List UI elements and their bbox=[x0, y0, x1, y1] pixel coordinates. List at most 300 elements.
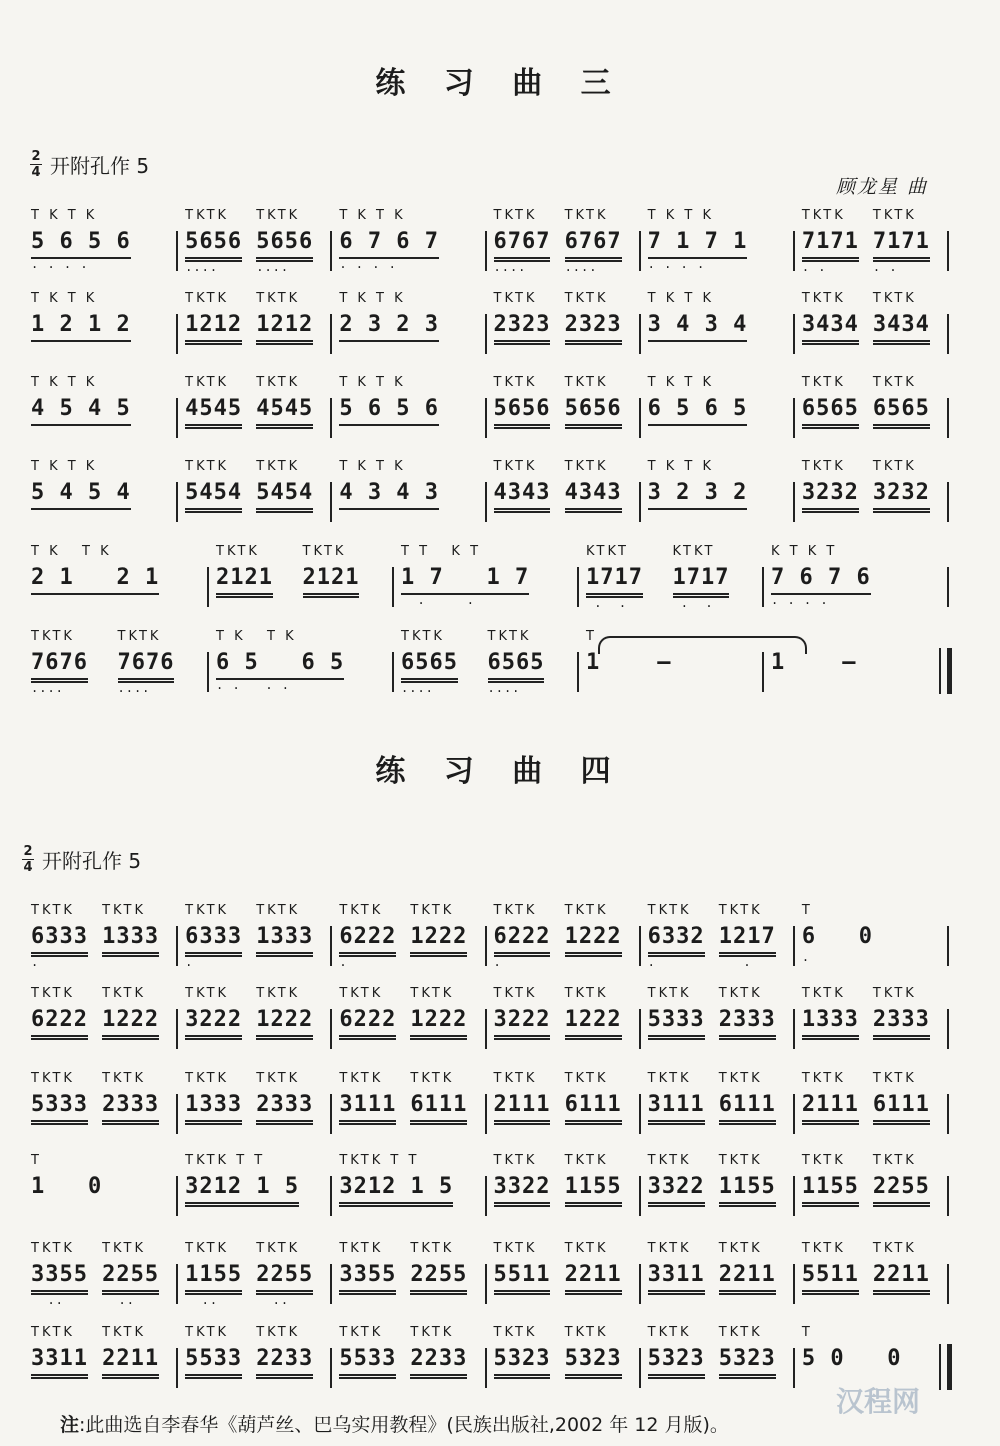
octave-dots bbox=[719, 1379, 776, 1391]
octave-dots bbox=[31, 1125, 88, 1137]
octave-dots: . bbox=[493, 955, 502, 969]
barline bbox=[330, 1176, 332, 1216]
tonguing-syllables: TKTK bbox=[872, 1241, 917, 1256]
tonguing-syllables: TKTK bbox=[102, 903, 147, 918]
note-group bbox=[494, 1068, 551, 1137]
octave-dots bbox=[494, 1040, 551, 1052]
measure bbox=[802, 1068, 944, 1148]
note-digits: 1155 bbox=[719, 1172, 776, 1207]
note-group bbox=[719, 983, 776, 1052]
note-digits: 6565 bbox=[873, 394, 930, 429]
barline bbox=[639, 1348, 641, 1388]
octave-dots bbox=[216, 598, 273, 610]
note-digits: 1155 bbox=[185, 1260, 242, 1295]
note-group bbox=[31, 541, 159, 607]
barline bbox=[485, 926, 487, 966]
tonguing-syllables: T bbox=[586, 629, 597, 644]
measure bbox=[216, 541, 389, 621]
octave-dots bbox=[339, 510, 439, 522]
note-group bbox=[719, 1238, 776, 1307]
octave-dots bbox=[185, 1040, 242, 1052]
octave-dots bbox=[339, 1125, 396, 1137]
measure bbox=[494, 983, 636, 1063]
tonguing-syllables: T K T K bbox=[31, 291, 98, 306]
note-group bbox=[256, 1238, 313, 1307]
note-group bbox=[648, 1238, 705, 1307]
octave-dots: . bbox=[185, 955, 194, 969]
barline bbox=[947, 482, 949, 522]
barline bbox=[947, 231, 949, 271]
barline bbox=[176, 314, 178, 354]
note-group bbox=[873, 372, 930, 441]
tonguing-syllables: TKTK bbox=[872, 1071, 917, 1086]
octave-dots bbox=[185, 1207, 299, 1219]
barline bbox=[176, 231, 178, 271]
note-digits: 6332 bbox=[648, 922, 705, 957]
tonguing-syllables: T K T K bbox=[216, 629, 297, 644]
barline bbox=[485, 314, 487, 354]
octave-dots bbox=[410, 1125, 467, 1137]
octave-dots bbox=[339, 1207, 453, 1219]
measure bbox=[31, 205, 173, 285]
time-signature-denominator: 4 bbox=[31, 165, 41, 180]
measure bbox=[494, 288, 636, 368]
final-barline bbox=[947, 648, 952, 694]
tonguing-syllables: TKTK bbox=[31, 986, 75, 1001]
tonguing-syllables: TKTK bbox=[31, 1241, 75, 1256]
tonguing-syllables: TKTK bbox=[339, 986, 384, 1001]
note-group bbox=[873, 205, 930, 274]
note-group bbox=[256, 372, 313, 441]
octave-dots bbox=[102, 1040, 159, 1052]
note-digits: 3322 bbox=[494, 1172, 551, 1207]
tonguing-syllables: T bbox=[31, 1153, 42, 1168]
note-digits: 3434 bbox=[873, 310, 930, 345]
note-group bbox=[339, 372, 439, 438]
footnote-label: 注 bbox=[60, 1414, 80, 1436]
note-digits: 5454 bbox=[185, 478, 242, 513]
note-digits: 6222 bbox=[339, 1005, 396, 1040]
measure bbox=[802, 1238, 944, 1318]
note-digits: 1717 bbox=[586, 563, 643, 598]
tonguing-syllables: TKTK bbox=[801, 208, 846, 223]
octave-dots: . . . . bbox=[339, 257, 397, 271]
staff-row bbox=[25, 1150, 950, 1236]
note-digits: 1333 bbox=[185, 1090, 242, 1125]
note-group bbox=[494, 900, 551, 969]
note-group bbox=[31, 372, 131, 438]
barline bbox=[762, 652, 764, 692]
measure bbox=[31, 541, 204, 621]
note-digits: 4 5 4 5 bbox=[31, 394, 131, 426]
measure bbox=[802, 205, 944, 285]
note-digits: 3222 bbox=[494, 1005, 551, 1040]
measure bbox=[31, 456, 173, 536]
note-group bbox=[673, 541, 730, 610]
barline bbox=[176, 1094, 178, 1134]
note-group bbox=[873, 1068, 930, 1137]
measure bbox=[31, 1238, 173, 1318]
note-digits: 5 6 5 6 bbox=[31, 227, 131, 259]
note-digits: 2 3 2 3 bbox=[339, 310, 439, 342]
time-signature-numerator: 2 bbox=[23, 844, 33, 859]
measure bbox=[494, 1150, 636, 1230]
tonguing-syllables: TKTK bbox=[185, 291, 230, 306]
tonguing-syllables: TKTK bbox=[718, 1071, 763, 1086]
measure bbox=[185, 900, 327, 980]
piece3-time-signature bbox=[30, 150, 149, 179]
octave-dots bbox=[31, 1040, 88, 1052]
tonguing-syllables: KTKT bbox=[672, 544, 716, 559]
note-group bbox=[802, 456, 859, 525]
octave-dots: .... bbox=[564, 260, 598, 274]
octave-dots bbox=[31, 1379, 88, 1391]
octave-dots bbox=[339, 342, 439, 354]
barline bbox=[392, 567, 394, 607]
note-group bbox=[648, 205, 748, 271]
note-group bbox=[102, 1238, 159, 1307]
octave-dots bbox=[565, 1379, 622, 1391]
note-group bbox=[648, 1150, 705, 1219]
note-group bbox=[771, 541, 871, 607]
note-group bbox=[719, 900, 776, 969]
tonguing-syllables: TKTK bbox=[647, 1325, 692, 1340]
note-group bbox=[802, 900, 873, 964]
measure bbox=[648, 205, 790, 285]
note-group bbox=[216, 626, 344, 692]
tonguing-syllables: TKTK bbox=[564, 1071, 609, 1086]
note-digits: 5323 bbox=[648, 1344, 705, 1379]
tonguing-syllables: TKTK bbox=[185, 459, 230, 474]
note-digits: 6333 bbox=[185, 922, 242, 957]
note-group bbox=[256, 900, 313, 969]
tonguing-syllables: TKTK bbox=[493, 375, 538, 390]
note-digits: 1333 bbox=[256, 922, 313, 957]
note-group bbox=[256, 456, 313, 525]
note-group bbox=[339, 1150, 453, 1219]
measure bbox=[648, 288, 790, 368]
note-group bbox=[401, 626, 458, 695]
octave-dots bbox=[802, 345, 859, 357]
note-group bbox=[216, 541, 273, 610]
note-group bbox=[185, 288, 242, 357]
measure bbox=[494, 372, 636, 452]
note-digits: 7171 bbox=[802, 227, 859, 262]
tonguing-syllables: TKTK bbox=[102, 1325, 147, 1340]
staff-row bbox=[25, 983, 950, 1069]
tonguing-syllables: TKTK bbox=[256, 903, 301, 918]
note-group bbox=[494, 205, 551, 274]
octave-dots: . bbox=[647, 955, 656, 969]
octave-dots: . . . . bbox=[771, 593, 829, 607]
measure bbox=[339, 1322, 481, 1402]
tonguing-syllables: TKTK bbox=[493, 1241, 538, 1256]
octave-dots bbox=[565, 1040, 622, 1052]
barline bbox=[947, 1176, 949, 1216]
octave-dots: . . . . bbox=[216, 678, 291, 692]
note-digits: 3322 bbox=[648, 1172, 705, 1207]
tonguing-syllables: K T K T bbox=[771, 544, 838, 559]
note-group bbox=[31, 1150, 102, 1214]
note-group bbox=[719, 1322, 776, 1391]
tonguing-syllables: T K T K bbox=[647, 459, 714, 474]
barline bbox=[639, 1094, 641, 1134]
octave-dots: . . . . bbox=[647, 257, 706, 271]
note-digits: 5656 bbox=[494, 394, 551, 429]
tonguing-syllables: TKTK bbox=[102, 1241, 147, 1256]
tonguing-syllables: TKTK bbox=[185, 903, 230, 918]
note-digits: 1333 bbox=[802, 1005, 859, 1040]
tonguing-syllables: TKTK bbox=[256, 459, 301, 474]
barline bbox=[947, 1009, 949, 1049]
note-group bbox=[31, 1238, 88, 1307]
tonguing-syllables: TKTK bbox=[185, 208, 230, 223]
octave-dots bbox=[648, 1379, 705, 1391]
barline bbox=[577, 652, 579, 692]
tonguing-syllables: TKTK bbox=[564, 1325, 609, 1340]
measure bbox=[185, 288, 327, 368]
barline bbox=[639, 314, 641, 354]
time-signature-fraction bbox=[30, 150, 42, 179]
measure bbox=[339, 1068, 481, 1148]
note-digits: 2323 bbox=[565, 310, 622, 345]
note-group bbox=[31, 1322, 88, 1391]
note-group bbox=[339, 900, 396, 969]
octave-dots bbox=[586, 678, 671, 690]
octave-dots: . . bbox=[801, 260, 835, 274]
staff-row bbox=[25, 205, 950, 291]
measure bbox=[339, 205, 481, 285]
staff-row bbox=[25, 372, 950, 458]
note-group bbox=[802, 1150, 859, 1219]
note-group bbox=[802, 983, 859, 1052]
barline bbox=[793, 926, 795, 966]
note-digits: 2255 bbox=[256, 1260, 313, 1295]
barline bbox=[176, 1176, 178, 1216]
note-digits: 3111 bbox=[648, 1090, 705, 1125]
measure bbox=[185, 456, 327, 536]
octave-dots bbox=[648, 510, 748, 522]
footnote-text: :此曲选自李春华《葫芦丝、巴乌实用教程》(民族出版社,2002 年 12 月版)。 bbox=[79, 1414, 729, 1436]
barline bbox=[330, 1264, 332, 1304]
tonguing-syllables: TKTK bbox=[185, 986, 230, 1001]
measure bbox=[31, 1150, 173, 1230]
note-digits: 1 2 1 2 bbox=[31, 310, 131, 342]
tonguing-syllables: TKTK bbox=[256, 208, 301, 223]
tonguing-syllables: T K T K bbox=[339, 459, 406, 474]
note-digits: 4343 bbox=[494, 478, 551, 513]
note-digits: 1212 bbox=[256, 310, 313, 345]
barline bbox=[176, 482, 178, 522]
note-digits: 5454 bbox=[256, 478, 313, 513]
octave-dots bbox=[802, 1295, 859, 1307]
note-group bbox=[31, 900, 88, 969]
note-group bbox=[31, 1068, 88, 1137]
tonguing-syllables: TKTK bbox=[564, 903, 609, 918]
tonguing-syllables: TKTK bbox=[564, 375, 609, 390]
tonguing-syllables: TKTK bbox=[647, 1241, 692, 1256]
tonguing-syllables: T K T K bbox=[31, 544, 112, 559]
note-digits: 1 – bbox=[586, 650, 672, 675]
tonguing-syllables: TKTK bbox=[185, 375, 230, 390]
octave-dots bbox=[410, 1295, 467, 1307]
octave-dots: . . bbox=[672, 596, 714, 610]
note-group bbox=[185, 456, 242, 525]
tonguing-syllables: TKTK bbox=[487, 629, 532, 644]
note-digits: 5323 bbox=[719, 1344, 776, 1379]
note-digits: 5656 bbox=[185, 227, 242, 262]
note-digits: 6 0 bbox=[801, 924, 874, 949]
octave-dots bbox=[494, 1295, 551, 1307]
octave-dots bbox=[256, 1040, 313, 1052]
note-digits: 2333 bbox=[102, 1090, 159, 1125]
octave-dots: .... bbox=[31, 681, 64, 695]
note-group bbox=[339, 1068, 396, 1137]
note-group bbox=[873, 983, 930, 1052]
note-digits: 6 5 6 5 bbox=[216, 648, 344, 680]
note-digits: 2211 bbox=[565, 1260, 622, 1295]
measure bbox=[648, 900, 790, 980]
octave-dots: . . bbox=[401, 593, 476, 607]
barline bbox=[485, 1264, 487, 1304]
barline bbox=[176, 926, 178, 966]
barline bbox=[577, 567, 579, 607]
note-group bbox=[410, 1068, 467, 1137]
note-group bbox=[185, 1068, 242, 1137]
octave-dots: . . . . bbox=[31, 257, 89, 271]
site-watermark-logo: 汉程网 bbox=[836, 1385, 921, 1418]
note-digits: 2255 bbox=[410, 1260, 467, 1295]
note-digits: 6 7 6 7 bbox=[339, 227, 439, 259]
barline bbox=[793, 1009, 795, 1049]
staff-row bbox=[25, 1238, 950, 1324]
barline bbox=[793, 314, 795, 354]
barline bbox=[207, 652, 209, 692]
note-digits: 3434 bbox=[802, 310, 859, 345]
note-digits: 6222 bbox=[494, 922, 551, 957]
note-group bbox=[494, 372, 551, 441]
barline bbox=[485, 231, 487, 271]
fingering-note: 开附孔作 5 bbox=[42, 849, 142, 873]
note-digits: 6111 bbox=[410, 1090, 467, 1125]
octave-dots bbox=[339, 426, 439, 438]
note-digits: 3232 bbox=[873, 478, 930, 513]
octave-dots bbox=[31, 510, 131, 522]
tonguing-syllables: TKTK bbox=[256, 1071, 301, 1086]
barline bbox=[639, 1176, 641, 1216]
note-group bbox=[565, 372, 622, 441]
tonguing-syllables: TKTK bbox=[564, 291, 609, 306]
staff-row bbox=[25, 1322, 950, 1408]
octave-dots: .. bbox=[102, 1293, 135, 1307]
barline bbox=[330, 1094, 332, 1134]
barline bbox=[793, 231, 795, 271]
final-barline bbox=[947, 1344, 952, 1390]
octave-dots bbox=[802, 513, 859, 525]
octave-dots bbox=[185, 1125, 242, 1137]
tonguing-syllables: TKTK bbox=[564, 1153, 609, 1168]
note-digits: 7171 bbox=[873, 227, 930, 262]
tonguing-syllables: TKTK bbox=[872, 375, 917, 390]
note-digits: 7676 bbox=[31, 648, 88, 683]
tonguing-syllables: TKTK bbox=[256, 986, 301, 1001]
tonguing-syllables: TKTK bbox=[801, 375, 846, 390]
barline bbox=[176, 1009, 178, 1049]
octave-dots bbox=[185, 1379, 242, 1391]
note-digits: 5533 bbox=[339, 1344, 396, 1379]
note-group bbox=[565, 900, 622, 969]
note-group bbox=[339, 205, 439, 271]
staff-row bbox=[25, 1068, 950, 1154]
note-group bbox=[648, 288, 748, 354]
note-group bbox=[494, 288, 551, 357]
barline bbox=[947, 1094, 949, 1134]
tonguing-syllables: TKTK T T bbox=[339, 1153, 420, 1168]
note-group bbox=[802, 205, 859, 274]
tonguing-syllables: TKTK bbox=[718, 1241, 763, 1256]
tonguing-syllables: TKTK bbox=[302, 544, 347, 559]
note-digits: 1333 bbox=[102, 922, 159, 957]
tonguing-syllables: TKTK bbox=[647, 986, 692, 1001]
tonguing-syllables: TKTK bbox=[256, 291, 301, 306]
note-group bbox=[565, 205, 622, 274]
tonguing-syllables: T K T K bbox=[31, 208, 98, 223]
octave-dots bbox=[102, 1379, 159, 1391]
barline bbox=[947, 314, 949, 354]
octave-dots bbox=[802, 429, 859, 441]
octave-dots bbox=[303, 598, 360, 610]
tonguing-syllables: TKTK bbox=[31, 629, 75, 644]
tonguing-syllables: TKTK bbox=[31, 903, 75, 918]
note-digits: 6333 bbox=[31, 922, 88, 957]
note-digits: 1222 bbox=[410, 1005, 467, 1040]
note-digits: 3355 bbox=[31, 1260, 88, 1295]
note-group bbox=[339, 1322, 396, 1391]
note-digits: 7 6 7 6 bbox=[771, 563, 871, 595]
note-group bbox=[185, 983, 242, 1052]
tonguing-syllables: TKTK bbox=[801, 291, 846, 306]
measure bbox=[494, 1068, 636, 1148]
octave-dots bbox=[648, 426, 748, 438]
note-group bbox=[256, 288, 313, 357]
note-digits: 1155 bbox=[802, 1172, 859, 1207]
octave-dots: . bbox=[718, 955, 752, 969]
tonguing-syllables: TKTK bbox=[493, 459, 538, 474]
barline bbox=[485, 1348, 487, 1388]
note-group bbox=[565, 1238, 622, 1307]
note-digits: 1 0 bbox=[31, 1174, 103, 1199]
note-group bbox=[565, 1068, 622, 1137]
measure bbox=[185, 1150, 327, 1230]
measure bbox=[339, 983, 481, 1063]
note-group bbox=[31, 456, 131, 522]
note-digits: 6111 bbox=[719, 1090, 776, 1125]
note-group bbox=[185, 1150, 299, 1219]
note-group bbox=[31, 626, 88, 695]
measure bbox=[31, 1322, 173, 1402]
octave-dots bbox=[256, 513, 313, 525]
measure bbox=[771, 541, 944, 621]
octave-dots bbox=[410, 957, 467, 969]
note-digits: 5323 bbox=[494, 1344, 551, 1379]
octave-dots bbox=[565, 345, 622, 357]
note-digits: 1717 bbox=[673, 563, 730, 598]
time-signature-numerator: 2 bbox=[31, 149, 41, 164]
measure bbox=[339, 456, 481, 536]
measure bbox=[494, 456, 636, 536]
note-group bbox=[256, 1322, 313, 1391]
note-group bbox=[648, 900, 705, 969]
